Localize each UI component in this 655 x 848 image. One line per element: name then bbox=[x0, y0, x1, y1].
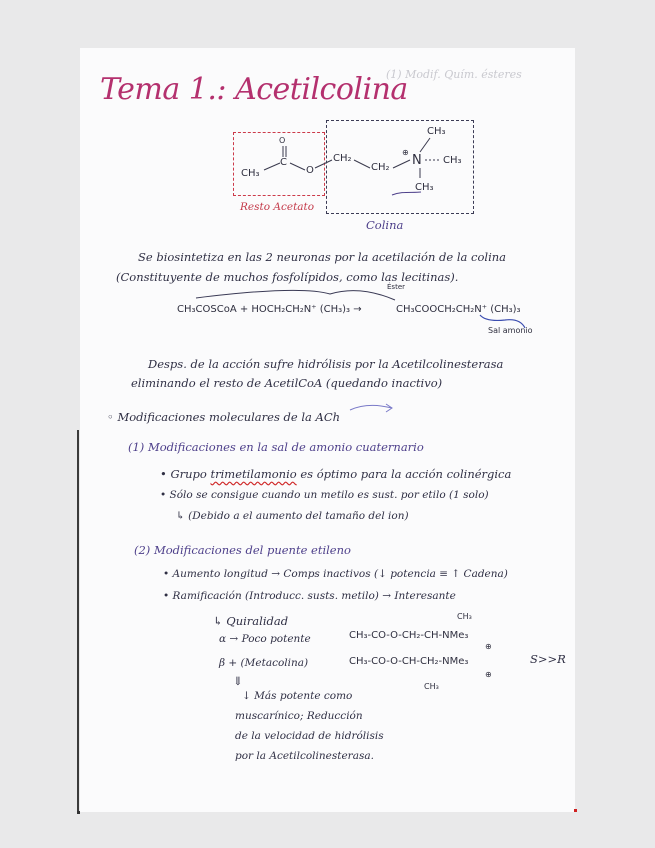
hydrolysis-line-2: eliminando el resto de AcetilCoA (quedando inactivo) bbox=[131, 376, 443, 390]
beta-formula: CH₃-CO-O-CH-CH₂-NMe₃ bbox=[349, 656, 469, 667]
beta-label: β + (Metacolina) bbox=[219, 657, 309, 669]
n-methyl-right: CH₃ bbox=[443, 155, 462, 166]
ester-label: Éster bbox=[387, 283, 405, 291]
positive-charge: ⊕ bbox=[402, 148, 409, 157]
sub2-bullet-2: • Ramificación (Introducc. susts. metilo) → Interesante bbox=[163, 590, 456, 602]
sub2-b1-text: Aumento longitud → Comps inactivos (↓ potencia ≡ ↑ Cadena) bbox=[172, 568, 508, 580]
nitrogen-atom: N bbox=[412, 153, 422, 168]
alpha-formula: CH₃-CO-O-CH₂-CH-NMe₃ bbox=[349, 630, 469, 641]
conclusion-line-2: muscarínico; Reducción bbox=[235, 710, 363, 722]
ammonium-salt-label: Sal amonio bbox=[488, 326, 533, 335]
acetate-label: Resto Acetato bbox=[240, 201, 315, 213]
subsection-1-heading: (1) Modificaciones en la sal de amonio cuaternario bbox=[128, 440, 424, 454]
sub2-bullet-1: • Aumento longitud → Comps inactivos (↓ potencia ≡ ↑ Cadena) bbox=[163, 568, 508, 580]
bleed-through-text: (1) Modif. Quím. ésteres bbox=[386, 68, 522, 81]
methyl-acetate: CH₃ bbox=[241, 168, 260, 179]
methylene-1: CH₂ bbox=[333, 153, 352, 164]
alpha-methyl: CH₃ bbox=[457, 612, 472, 621]
chirality-label: ↳ Quiralidad bbox=[213, 614, 289, 628]
alpha-charge: ⊕ bbox=[485, 642, 492, 651]
reaction-product: CH₃COOCH₂CH₂N⁺ (CH₃)₃ bbox=[396, 304, 521, 315]
beta-stereo: S>>R bbox=[530, 652, 566, 666]
alpha-label: α → Poco potente bbox=[219, 633, 311, 645]
biosynthesis-line-2: (Constituyente de muchos fosfolípidos, como las lecitinas). bbox=[116, 270, 459, 284]
conclusion-line-4: por la Acetilcolinesterasa. bbox=[235, 750, 374, 762]
carbonyl-oxygen: O bbox=[279, 136, 286, 145]
sub1-b2-text: Sólo se consigue cuando un metilo es sust. por etilo (1 solo) bbox=[169, 489, 489, 501]
biosynthesis-line-1: Se biosintetiza en las 2 neuronas por la acetilación de la colina bbox=[138, 250, 507, 264]
carbonyl-carbon: C bbox=[280, 157, 287, 168]
page-title: Tema 1.: Acetilcolina bbox=[100, 72, 408, 107]
subsection-2-heading: (2) Modificaciones del puente etileno bbox=[134, 543, 351, 557]
sub1-bullet-3: ↳ (Debido a el aumento del tamaño del ion) bbox=[176, 510, 409, 522]
hydrolysis-text: Desps. de la acción sufre hidrólisis por la Acetilcolinesterasa bbox=[148, 357, 504, 371]
reaction-reactants: CH₃COSCoA + HOCH₂CH₂N⁺ (CH₃)₃ → bbox=[177, 304, 362, 315]
sub1-bullet-1: • Grupo trimetilamonio es óptimo para la acción colinérgica bbox=[160, 467, 512, 481]
beta-methyl: CH₃ bbox=[424, 682, 439, 691]
sub1-bullet-2: • Sólo se consigue cuando un metilo es sust. por etilo (1 solo) bbox=[160, 489, 489, 501]
conclusion-line-3: de la velocidad de hidrólisis bbox=[235, 730, 384, 742]
hydrolysis-line-1 bbox=[148, 357, 503, 371]
sub2-b2-text: Ramificación (Introducc. susts. metilo) → Interesante bbox=[172, 590, 456, 602]
choline-label: Colina bbox=[366, 218, 404, 232]
n-methyl-top: CH₃ bbox=[427, 126, 446, 137]
conclusion-line-1: ↓ Más potente como bbox=[242, 690, 353, 702]
sub1-b1-term: trimetilamonio bbox=[210, 467, 297, 481]
n-methyl-bottom: CH₃ bbox=[415, 182, 434, 193]
sub1-b1-rest: es óptimo para la acción colinérgica bbox=[300, 467, 512, 481]
sub1-b1-prefix: Grupo bbox=[170, 467, 207, 481]
down-arrow: ⇓ bbox=[233, 674, 243, 688]
section-heading-text: Modificaciones moleculares de la ACh bbox=[117, 410, 341, 424]
beta-charge: ⊕ bbox=[485, 670, 492, 679]
methylene-2: CH₂ bbox=[371, 162, 390, 173]
section-heading: ◦ Modificaciones moleculares de la ACh bbox=[107, 410, 341, 424]
ester-oxygen: O bbox=[306, 165, 314, 176]
